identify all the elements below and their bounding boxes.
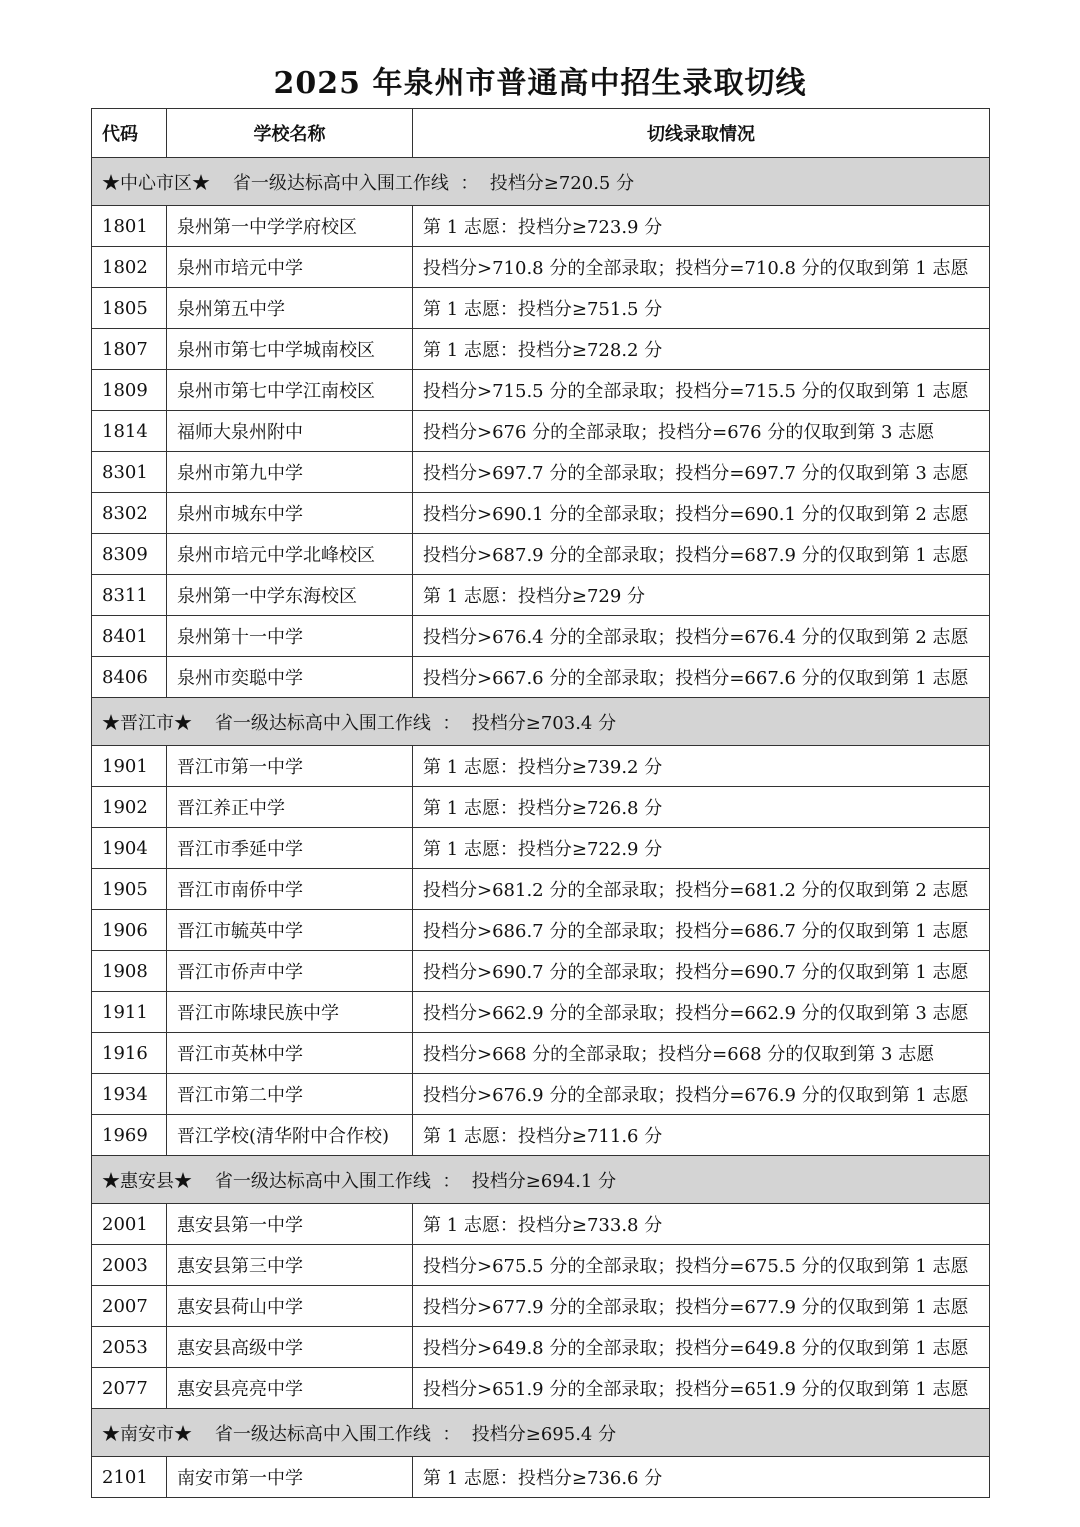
school-name: 惠安县第一中学 xyxy=(167,1204,413,1245)
table-row xyxy=(92,828,990,869)
school-name: 晋江市南侨中学 xyxy=(167,869,413,910)
school-code: 1805 xyxy=(92,288,167,329)
school-name: 晋江市毓英中学 xyxy=(167,910,413,951)
section-header-row xyxy=(92,158,990,206)
table-row xyxy=(92,992,990,1033)
admission-status: 投档分>676 分的全部录取；投档分=676 分的仅取到第 3 志愿 xyxy=(413,411,990,452)
admission-status: 投档分>677.9 分的全部录取；投档分=677.9 分的仅取到第 1 志愿 xyxy=(413,1286,990,1327)
admission-status: 投档分>676.9 分的全部录取；投档分=676.9 分的仅取到第 1 志愿 xyxy=(413,1074,990,1115)
section-label: ★南安市★ 省一级达标高中入围工作线 ： 投档分≥695.4 分 xyxy=(92,1409,990,1457)
table-row xyxy=(92,1115,990,1156)
school-name: 泉州市培元中学北峰校区 xyxy=(167,534,413,575)
school-code: 2007 xyxy=(92,1286,167,1327)
table-row xyxy=(92,657,990,698)
admission-status: 第 1 志愿：投档分≥722.9 分 xyxy=(413,828,990,869)
school-name: 晋江学校(清华附中合作校) xyxy=(167,1115,413,1156)
school-code: 1934 xyxy=(92,1074,167,1115)
school-name: 泉州市第九中学 xyxy=(167,452,413,493)
school-name: 泉州市第七中学城南校区 xyxy=(167,329,413,370)
school-name: 泉州第一中学东海校区 xyxy=(167,575,413,616)
school-code: 8301 xyxy=(92,452,167,493)
table-row xyxy=(92,951,990,992)
school-code: 1814 xyxy=(92,411,167,452)
school-name: 福师大泉州附中 xyxy=(167,411,413,452)
school-name: 晋江养正中学 xyxy=(167,787,413,828)
admission-table xyxy=(91,108,990,1498)
school-code: 1901 xyxy=(92,746,167,787)
section-label: ★中心市区★ 省一级达标高中入围工作线 ： 投档分≥720.5 分 xyxy=(92,158,990,206)
table-row xyxy=(92,493,990,534)
school-code: 1916 xyxy=(92,1033,167,1074)
school-code: 2001 xyxy=(92,1204,167,1245)
table-row xyxy=(92,1033,990,1074)
header-status: 切线录取情况 xyxy=(413,109,990,158)
admission-status: 第 1 志愿：投档分≥728.2 分 xyxy=(413,329,990,370)
table-row xyxy=(92,329,990,370)
table-row xyxy=(92,206,990,247)
school-name: 惠安县荷山中学 xyxy=(167,1286,413,1327)
school-code: 1906 xyxy=(92,910,167,951)
school-name: 晋江市侨声中学 xyxy=(167,951,413,992)
table-row xyxy=(92,247,990,288)
admission-status: 投档分>681.2 分的全部录取；投档分=681.2 分的仅取到第 2 志愿 xyxy=(413,869,990,910)
admission-status: 第 1 志愿：投档分≥733.8 分 xyxy=(413,1204,990,1245)
school-name: 泉州市培元中学 xyxy=(167,247,413,288)
school-code: 1908 xyxy=(92,951,167,992)
admission-status: 投档分>676.4 分的全部录取；投档分=676.4 分的仅取到第 2 志愿 xyxy=(413,616,990,657)
admission-status: 第 1 志愿：投档分≥751.5 分 xyxy=(413,288,990,329)
admission-status: 第 1 志愿：投档分≥723.9 分 xyxy=(413,206,990,247)
table-body xyxy=(92,158,990,1498)
school-code: 1807 xyxy=(92,329,167,370)
school-code: 2077 xyxy=(92,1368,167,1409)
school-code: 2003 xyxy=(92,1245,167,1286)
admission-status: 投档分>690.7 分的全部录取；投档分=690.7 分的仅取到第 1 志愿 xyxy=(413,951,990,992)
admission-status: 投档分>649.8 分的全部录取；投档分=649.8 分的仅取到第 1 志愿 xyxy=(413,1327,990,1368)
table-row xyxy=(92,1368,990,1409)
section-header-row xyxy=(92,1156,990,1204)
school-code: 1969 xyxy=(92,1115,167,1156)
school-name: 泉州市奕聪中学 xyxy=(167,657,413,698)
admission-status: 投档分>697.7 分的全部录取；投档分=697.7 分的仅取到第 3 志愿 xyxy=(413,452,990,493)
admission-status: 第 1 志愿：投档分≥729 分 xyxy=(413,575,990,616)
admission-status: 投档分>662.9 分的全部录取；投档分=662.9 分的仅取到第 3 志愿 xyxy=(413,992,990,1033)
section-header-row xyxy=(92,698,990,746)
school-code: 1911 xyxy=(92,992,167,1033)
school-code: 8311 xyxy=(92,575,167,616)
school-code: 2053 xyxy=(92,1327,167,1368)
school-code: 1809 xyxy=(92,370,167,411)
school-name: 惠安县高级中学 xyxy=(167,1327,413,1368)
school-name: 惠安县亮亮中学 xyxy=(167,1368,413,1409)
school-name: 晋江市英林中学 xyxy=(167,1033,413,1074)
school-code: 1904 xyxy=(92,828,167,869)
header-code: 代码 xyxy=(92,109,167,158)
admission-status: 第 1 志愿：投档分≥739.2 分 xyxy=(413,746,990,787)
admission-status: 投档分>651.9 分的全部录取；投档分=651.9 分的仅取到第 1 志愿 xyxy=(413,1368,990,1409)
table-row xyxy=(92,1204,990,1245)
table-row xyxy=(92,534,990,575)
table-row xyxy=(92,288,990,329)
school-code: 2101 xyxy=(92,1457,167,1498)
school-code: 1802 xyxy=(92,247,167,288)
table-row xyxy=(92,869,990,910)
school-name: 泉州市第七中学江南校区 xyxy=(167,370,413,411)
school-name: 南安市第一中学 xyxy=(167,1457,413,1498)
school-name: 晋江市第二中学 xyxy=(167,1074,413,1115)
school-name: 泉州第十一中学 xyxy=(167,616,413,657)
table-row xyxy=(92,1327,990,1368)
admission-status: 投档分>686.7 分的全部录取；投档分=686.7 分的仅取到第 1 志愿 xyxy=(413,910,990,951)
header-school: 学校名称 xyxy=(167,109,413,158)
table-row xyxy=(92,1074,990,1115)
school-code: 8309 xyxy=(92,534,167,575)
section-header-row xyxy=(92,1409,990,1457)
admission-status: 投档分>668 分的全部录取；投档分=668 分的仅取到第 3 志愿 xyxy=(413,1033,990,1074)
school-name: 泉州第一中学学府校区 xyxy=(167,206,413,247)
admission-status: 投档分>687.9 分的全部录取；投档分=687.9 分的仅取到第 1 志愿 xyxy=(413,534,990,575)
admission-status: 第 1 志愿：投档分≥726.8 分 xyxy=(413,787,990,828)
school-code: 1801 xyxy=(92,206,167,247)
table-row xyxy=(92,746,990,787)
table-row xyxy=(92,616,990,657)
admission-status: 投档分>710.8 分的全部录取；投档分=710.8 分的仅取到第 1 志愿 xyxy=(413,247,990,288)
school-name: 晋江市第一中学 xyxy=(167,746,413,787)
school-code: 8401 xyxy=(92,616,167,657)
school-name: 惠安县第三中学 xyxy=(167,1245,413,1286)
table-row xyxy=(92,575,990,616)
table-row xyxy=(92,411,990,452)
school-name: 泉州第五中学 xyxy=(167,288,413,329)
admission-status: 投档分>715.5 分的全部录取；投档分=715.5 分的仅取到第 1 志愿 xyxy=(413,370,990,411)
admission-status: 投档分>675.5 分的全部录取；投档分=675.5 分的仅取到第 1 志愿 xyxy=(413,1245,990,1286)
table-header-row xyxy=(92,109,990,158)
school-name: 晋江市陈埭民族中学 xyxy=(167,992,413,1033)
page-title: 2025 年泉州市普通高中招生录取切线 xyxy=(273,66,807,101)
school-name: 泉州市城东中学 xyxy=(167,493,413,534)
section-label: ★惠安县★ 省一级达标高中入围工作线 ： 投档分≥694.1 分 xyxy=(92,1156,990,1204)
school-code: 1905 xyxy=(92,869,167,910)
admission-status: 投档分>667.6 分的全部录取；投档分=667.6 分的仅取到第 1 志愿 xyxy=(413,657,990,698)
table-row xyxy=(92,1457,990,1498)
admission-status: 第 1 志愿：投档分≥736.6 分 xyxy=(413,1457,990,1498)
table-row xyxy=(92,910,990,951)
admission-status: 第 1 志愿：投档分≥711.6 分 xyxy=(413,1115,990,1156)
table-row xyxy=(92,1245,990,1286)
school-name: 晋江市季延中学 xyxy=(167,828,413,869)
table-row xyxy=(92,452,990,493)
table-row xyxy=(92,1286,990,1327)
table-row xyxy=(92,787,990,828)
section-label: ★晋江市★ 省一级达标高中入围工作线 ： 投档分≥703.4 分 xyxy=(92,698,990,746)
school-code: 1902 xyxy=(92,787,167,828)
school-code: 8302 xyxy=(92,493,167,534)
table-row xyxy=(92,370,990,411)
admission-status: 投档分>690.1 分的全部录取；投档分=690.1 分的仅取到第 2 志愿 xyxy=(413,493,990,534)
school-code: 8406 xyxy=(92,657,167,698)
